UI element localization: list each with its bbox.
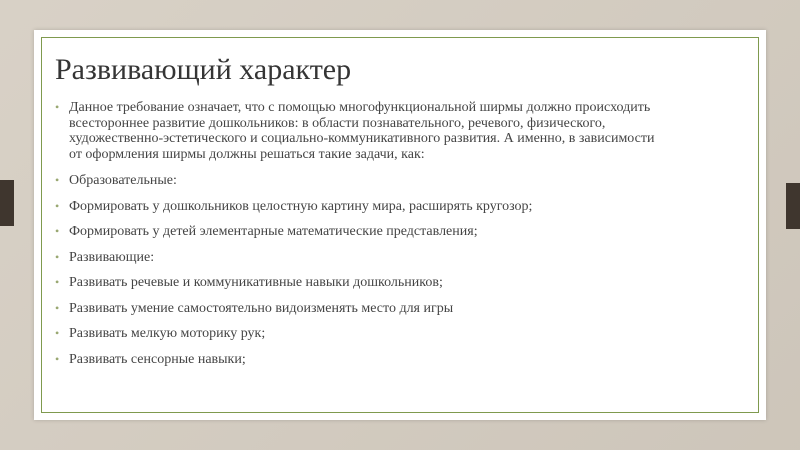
bullet-icon: • bbox=[55, 351, 60, 366]
bullet-item bbox=[55, 199, 655, 215]
bullet-icon: • bbox=[55, 275, 60, 289]
slide-title: Развивающий характер bbox=[55, 53, 352, 86]
bullet-text: Формировать у дошкольников целостную картину мира, расширять кругозор; bbox=[69, 198, 533, 214]
bullet-text: Данное требование означает, что с помощью многофункциональной ширмы должно происходить всестороннее развитие дошкольников: в области познавательного, речевого, физического, художественно-эстетического и социально-коммуникативного развития. А именно, в зависимости от оформления ширмы должны решаться такие задачи, как: bbox=[69, 100, 655, 162]
bullet-icon: • bbox=[55, 100, 60, 114]
bullet-item bbox=[55, 352, 655, 368]
bullet-text: Формировать у детей элементарные математические представления; bbox=[69, 224, 478, 239]
bullet-text: Развивающие: bbox=[69, 249, 155, 265]
bullet-icon: • bbox=[55, 326, 60, 340]
bullet-item bbox=[55, 301, 655, 317]
bullet-icon: • bbox=[55, 224, 60, 238]
bullet-item bbox=[55, 275, 655, 291]
left-decorative-tab bbox=[0, 180, 14, 226]
bullet-list bbox=[55, 100, 655, 377]
bullet-text: Образовательные: bbox=[69, 173, 177, 188]
bullet-icon: • bbox=[55, 249, 60, 264]
bullet-icon: • bbox=[55, 300, 60, 315]
right-decorative-tab bbox=[786, 183, 800, 229]
bullet-text: Развивать умение самостоятельно видоизменять место для игры bbox=[69, 300, 454, 316]
bullet-text: Развивать сенсорные навыки; bbox=[69, 351, 246, 367]
bullet-text: Развивать мелкую моторику рук; bbox=[69, 326, 266, 341]
bullet-item bbox=[55, 250, 655, 266]
slide bbox=[34, 30, 766, 420]
bullet-item bbox=[55, 224, 655, 240]
bullet-text: Развивать речевые и коммуникативные навыки дошкольников; bbox=[69, 275, 443, 290]
bullet-item bbox=[55, 173, 655, 189]
bullet-item bbox=[55, 326, 655, 342]
bullet-icon: • bbox=[55, 198, 60, 213]
bullet-item bbox=[55, 100, 655, 162]
bullet-icon: • bbox=[55, 173, 60, 187]
